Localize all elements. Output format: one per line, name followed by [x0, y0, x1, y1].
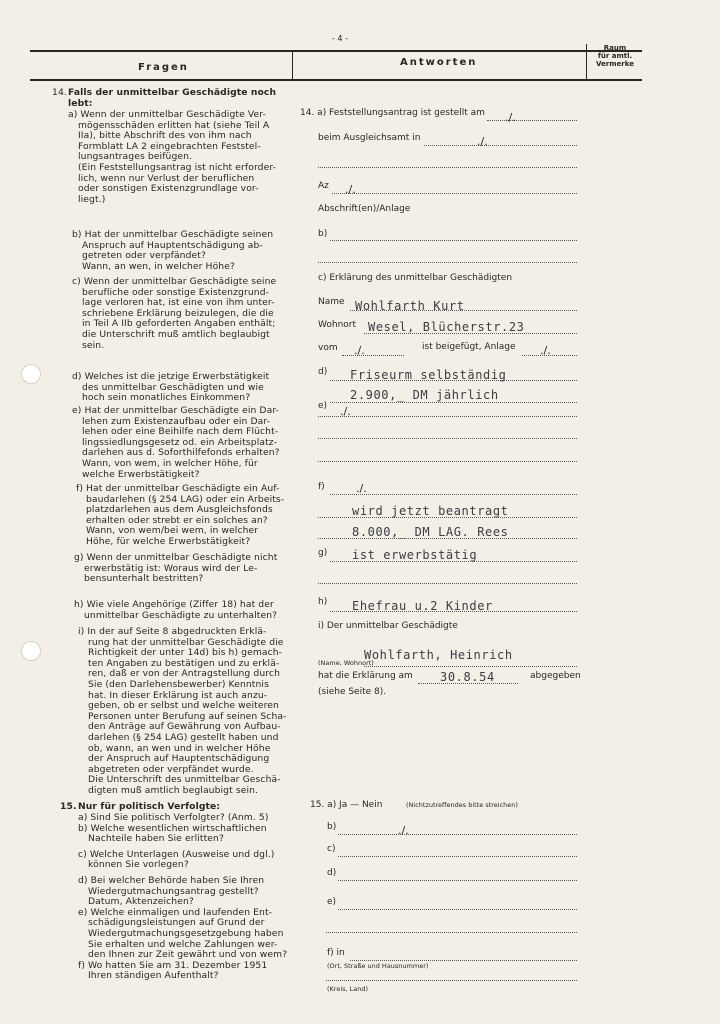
answer-a-value: ./. [505, 111, 516, 124]
q14f-text: f) Hat der unmittelbar Geschädigte ein Auf- baudarlehen (§ 254 LAG) oder ein Arbeits- platzdarlehen aus dem Ausgleichsfonds erhalten oder strebt er ein solches an? Wann, von wem/bei wem, in welcher Höhe, für welche Erwerbstätigkeit? [76, 483, 285, 547]
answer-g-line-2[interactable] [318, 583, 577, 584]
vom-field[interactable] [342, 355, 404, 356]
answer-f-line-3[interactable] [318, 538, 577, 539]
answer-d-label: d) [318, 367, 328, 377]
answer-e-line-2[interactable] [318, 416, 577, 417]
ausgleichsamt-label: beim Ausgleichsamt in [318, 133, 421, 143]
answer-h-label: h) [318, 597, 328, 607]
q14d-text: d) Welches ist die jetzige Erwerbstätigkeit des unmittelbar Geschädigten und wie hoch sein monatliches Einkommen? [72, 371, 270, 404]
q15b-value: ./. [398, 824, 409, 837]
answer-f-field[interactable] [330, 494, 577, 495]
siehe-seite-label: (siehe Seite 8). [318, 687, 387, 697]
answer-f-label: f) [318, 482, 325, 492]
answer-a-extra-line[interactable] [318, 167, 577, 168]
answer-e-label: e) [318, 401, 328, 411]
answer-d-line2: 2.900,_ DM jährlich [350, 388, 499, 402]
wohnort-value: Wesel, Blücherstr.23 [368, 320, 525, 334]
i-name-field[interactable] [364, 666, 577, 667]
answer-e-line-3[interactable] [318, 438, 577, 439]
answer-e-value: ./. [340, 405, 351, 418]
beigefuegt-label: ist beigefügt, Anlage [422, 342, 516, 352]
anlage-value: ./. [540, 344, 551, 357]
q14g-text: g) Wenn der unmittelbar Geschädigte nicht erwerbstätig ist: Woraus wird der Le- bensunterhalt bestritten? [74, 552, 278, 585]
q15b-field[interactable] [338, 834, 577, 835]
q14-title: Falls der unmittelbar Geschädigte noch lebt: [68, 87, 277, 109]
ausgleichsamt-value: ./. [477, 135, 488, 148]
q15d-label: d) [327, 868, 337, 878]
kreis-field[interactable] [326, 980, 577, 981]
column-divider-2 [586, 44, 587, 80]
erklaerung-label: hat die Erklärung am [318, 671, 413, 681]
q14e-text: e) Hat der unmittelbar Geschädigte ein Dar- lehen zum Existenzaufbau oder ein Dar- lehen oder eine Beihilfe nach dem Flücht- lingssiedlungsgesetz od. ein Arbeitsplatz- darlehen aus d. Soforthilfefonds erhalten? Wann, von wem, in welcher Höhe, für welche Erwerbstätigkeit? [72, 405, 280, 480]
q15a-note: (Nichtzutreffendes bitte streichen) [406, 801, 518, 809]
q15e-field[interactable] [338, 909, 577, 910]
q14-number: 14. [52, 87, 67, 98]
az-value: ./. [345, 183, 356, 196]
q15e-line-2[interactable] [326, 932, 577, 933]
answer-f-line-2[interactable] [318, 517, 577, 518]
answer-a-field[interactable] [487, 120, 577, 121]
q15e-label: e) [327, 897, 337, 907]
q14c-text: c) Wenn der unmittelbar Geschädigte seine berufliche oder sonstige Existenzgrund- lage verloren hat, ist eine von ihm unter- schriebene Erklärung beizulegen, die die in Teil A IIb geforderten Angaben enthält; die Unterschrift muß amtlich beglaubigt sein. [72, 276, 277, 351]
answer-e-line-4[interactable] [318, 461, 577, 462]
answer-g-value: ist erwerbstätig [352, 548, 478, 562]
header-bottom-rule [30, 79, 642, 81]
q15f-label: f) in [327, 948, 345, 958]
q15-text: a) Sind Sie politisch Verfolgter? (Anm. 5) b) Welche wesentlichen wirtschaftlichen Nachteile haben Sie erlitten? c) Welche Unterlagen (Ausweise und dgl.) können Sie vorlegen? d) Bei welcher Behörde haben Sie Ihren Wiedergutmachungsantrag gestellt? Datum, Aktenzeichen? e) Welche einmaligen und laufenden Ent- schädigungsleistungen auf Grund der Wiedergutmachungsgesetzgebung haben Sie erhalten und welche Zahlungen wer- den Ihnen zur Zeit gewährt und von wem? f) Wo hatten Sie am 31. Dezember 1951 Ihren ständigen Aufenthalt? [78, 812, 288, 982]
column-divider-1 [292, 50, 293, 80]
q14i-text: i) In der auf Seite 8 abgedruckten Erklä- rung hat der unmittelbar Geschädigte die Richtigkeit der unter 14d) bis h) gemach- ten Angaben zu bestätigen und zu erklä- ren, daß er von der Antragstellung durch Sie (den Darlehensbewerber) Kenntnis hat. In dieser Erklärung ist auch anzu- geben, ob er selbst und welche weiteren Personen unter Berufung auf seinen Scha- den Anträge auf Gewährung von Aufbau- darlehen (§ 254 LAG) gestellt haben und ob, wann, an wen und in welcher Höhe der Anspruch auf Hauptentschädigung abgetreten oder verpfändet wurde. Die Unterschrift des unmittelbar Geschä- digten muß amtlich beglaubigt sein. [78, 626, 287, 796]
punch-hole-top [21, 364, 41, 384]
header-questions: Fragen [138, 62, 189, 73]
answer-c-label: c) Erklärung des unmittelbar Geschädigten [318, 273, 513, 283]
name-wohnort-label: (Name, Wohnort) [318, 659, 374, 667]
wohnort-label: Wohnort [318, 320, 357, 330]
q14h-text: h) Wie viele Angehörige (Ziffer 18) hat der unmittelbar Geschädigte zu unterhalten? [74, 599, 278, 621]
answer-b-field[interactable] [330, 240, 577, 241]
answer-e-field[interactable] [330, 402, 577, 403]
header-answers: Antworten [400, 57, 478, 68]
az-label: Az [318, 181, 329, 191]
answer-g-label: g) [318, 548, 328, 558]
ort-note: (Ort, Straße und Hausnummer) [327, 962, 429, 970]
answer-b-field-2[interactable] [318, 262, 577, 263]
answer-h-value: Ehefrau u.2 Kinder [352, 599, 493, 613]
answer-f-value: ./. [356, 482, 367, 495]
q14a-text: a) Wenn der unmittelbar Geschädigte Ver- mögensschäden erlitten hat (siehe Teil A IIa), bitte Abschrift des von ihm nach Formblatt LA 2 eingebrachten Feststel- lungsantrages beifügen. (Ein Feststellungsantrag ist nicht erforder- lich, wenn nur Verlust der beruflichen oder sonstigen Existenzgrundlage vor- liegt.) [68, 109, 277, 205]
answer-b-label: b) [318, 229, 328, 239]
abschrift-label: Abschrift(en)/Anlage [318, 204, 411, 214]
i-name-value: Wohlfarth, Heinrich [364, 648, 513, 662]
vom-label: vom [318, 343, 338, 353]
ausgleichsamt-field[interactable] [424, 145, 577, 146]
vom-value: ./. [354, 344, 365, 357]
answer-f-line1: wird jetzt beantragt [352, 504, 509, 518]
punch-hole-bottom [21, 641, 41, 661]
answer-a-label: 14. a) Feststellungsantrag ist gestellt am [300, 108, 485, 118]
answer-i-label: i) Der unmittelbar Geschädigte [318, 621, 458, 631]
abgegeben-label: abgegeben [530, 671, 581, 681]
kreis-note: (Kreis, Land) [327, 985, 369, 993]
q15f-field[interactable] [350, 960, 577, 961]
erklaerung-date-value: 30.8.54 [440, 670, 495, 684]
q15d-field[interactable] [338, 880, 577, 881]
q15a-label: 15. a) Ja — Nein [310, 800, 383, 810]
name-label: Name [318, 297, 345, 307]
header-official-remarks: Raum für amtl. Vermerke [596, 44, 634, 68]
q15b-label: b) [327, 822, 337, 832]
name-value: Wohlfarth Kurt [355, 299, 465, 313]
az-field[interactable] [332, 193, 577, 194]
page-number: - 4 - [332, 34, 348, 43]
q15c-label: c) [327, 844, 336, 854]
q15-title: Nur für politisch Verfolgte: [78, 801, 221, 812]
answer-d-line1: Friseurm selbständig [350, 368, 507, 382]
q15c-field[interactable] [338, 856, 577, 857]
answer-f-line2: 8.000,_ DM LAG. Rees [352, 525, 509, 539]
q14b-text: b) Hat der unmittelbar Geschädigte seinen Anspruch auf Hauptentschädigung ab- getreten oder verpfändet? Wann, an wen, in welcher Höhe? [72, 229, 274, 272]
header-top-rule [30, 50, 642, 52]
q15-number: 15. [60, 801, 77, 812]
